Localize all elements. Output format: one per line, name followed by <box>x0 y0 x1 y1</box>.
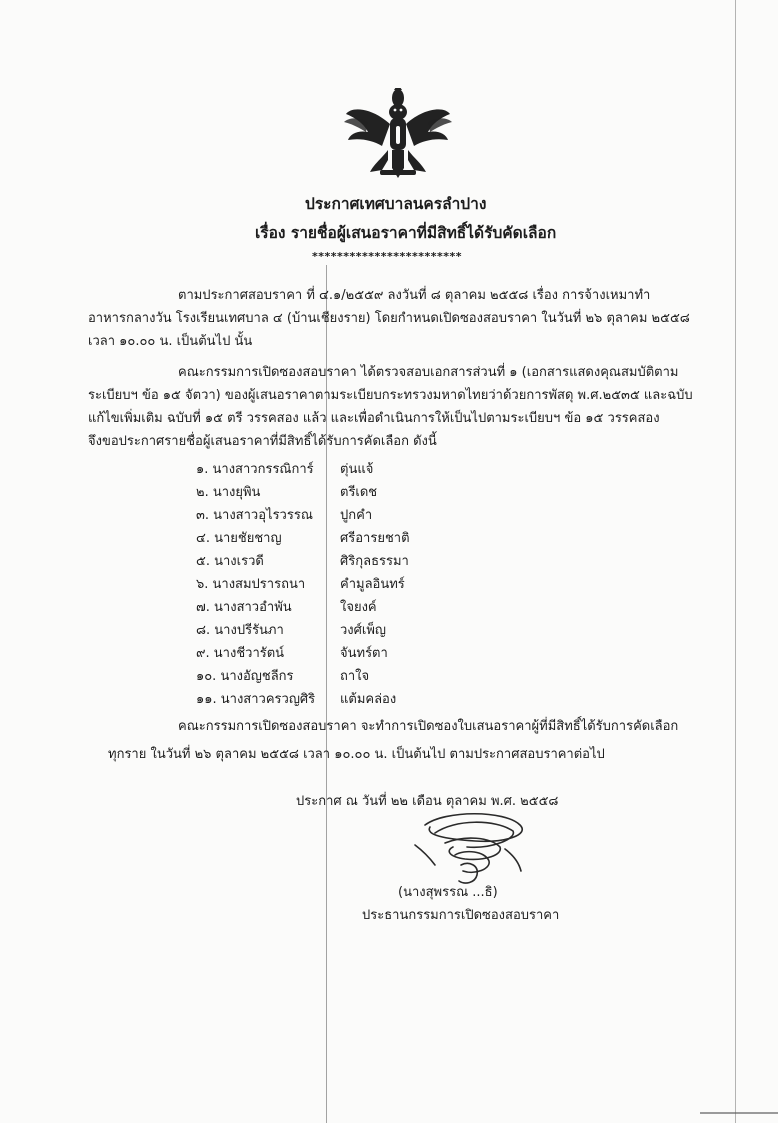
paragraph-2-line-2: ระเบียบฯ ข้อ ๑๕ จัตวา) ของผู้เสนอราคาตามระเบียบกระทรวงมหาดไทยว่าด้วยการพัสดุ พ.ศ.๒๕๓๕ และฉบับ <box>88 388 693 403</box>
paragraph-1-line-2: อาหารกลางวัน โรงเรียนเทศบาล ๔ (บ้านเชียงราย) โดยกำหนดเปิดซองสอบราคา ในวันที่ ๒๖ ตุลาคม ๒๕๕๘ <box>88 311 690 326</box>
scan-line-bottom <box>700 1112 778 1114</box>
list-item-surname: ศรีอารยชาติ <box>340 531 410 546</box>
list-item-name: ๑. นางสาวกรรณิการ์ <box>196 462 314 477</box>
signer-position: ประธานกรรมการเปิดซองสอบราคา <box>362 908 560 923</box>
list-item-name: ๙. นางชีวารัตน์ <box>196 646 285 661</box>
list-item-surname: ปูกคำ <box>340 508 373 523</box>
list-item-surname: ใจยงค์ <box>340 600 377 615</box>
paragraph-2-line-1: คณะกรรมการเปิดซองสอบราคา ได้ตรวจสอบเอกสารส่วนที่ ๑ (เอกสารแสดงคุณสมบัติตาม <box>178 365 679 380</box>
list-item-name: ๔. นายชัยชาญ <box>196 531 282 546</box>
announcement-date: ประกาศ ณ วันที่ ๒๒ เดือน ตุลาคม พ.ศ. ๒๕๕๘ <box>296 794 559 809</box>
list-item-name: ๓. นางสาวอุไรวรรณ <box>196 508 313 523</box>
list-item-name: ๘. นางปรีรันภา <box>196 623 284 638</box>
paragraph-1-line-1: ตามประกาศสอบราคา ที่ ๔.๑/๒๕๕๙ ลงวันที่ ๘ ตุลาคม ๒๕๕๘ เรื่อง การจ้างเหมาทำ <box>178 288 651 303</box>
signature-icon <box>395 805 545 890</box>
list-item-surname: วงศ์เพ็ญ <box>340 623 386 638</box>
list-item-name: ๕. นางเรวดี <box>196 554 264 569</box>
document-title: ประกาศเทศบาลนครลำปาง <box>305 195 487 213</box>
list-item-surname: ตุ่นแจ้ <box>340 462 374 477</box>
list-item-name: ๖. นางสมปรารถนา <box>196 577 306 592</box>
list-item-surname: ถาใจ <box>340 669 370 684</box>
list-item-surname: คำมูลอินทร์ <box>340 577 405 592</box>
list-item-surname: แต้มคล่อง <box>340 692 397 707</box>
document-subject: เรื่อง รายชื่อผู้เสนอราคาที่มีสิทธิ์ได้รับคัดเลือก <box>255 224 557 242</box>
list-item-name: ๑๑. นางสาวครวญศิริ <box>196 692 316 707</box>
list-item-surname: ศิริกุลธรรมา <box>340 554 409 569</box>
paragraph-2-line-4: จึงขอประกาศรายชื่อผู้เสนอราคาที่มีสิทธิ์ได้รับการคัดเลือก ดังนี้ <box>88 434 437 449</box>
paragraph-3-line-2: ทุกราย ในวันที่ ๒๖ ตุลาคม ๒๕๕๘ เวลา ๑๐.๐๐ น. เป็นต้นไป ตามประกาศสอบราคาต่อไป <box>108 747 605 762</box>
garuda-emblem-icon <box>342 88 454 184</box>
list-item-surname: ตรีเดช <box>340 485 378 500</box>
list-item-surname: จันทร์ตา <box>340 646 388 661</box>
paragraph-3-line-1: คณะกรรมการเปิดซองสอบราคา จะทำการเปิดซองใบเสนอราคาผู้ที่มีสิทธิ์ได้รับการคัดเลือก <box>178 719 679 734</box>
paragraph-1-line-3: เวลา ๑๐.๐๐ น. เป็นต้นไป นั้น <box>88 334 253 349</box>
list-item-name: ๗. นางสาวอำพัน <box>196 600 292 615</box>
signer-name: (นางสุพรรณ ...ธิ) <box>398 885 498 900</box>
list-item-name: ๑๐. นางอัญชลีกร <box>196 669 294 684</box>
header-divider-stars: ************************ <box>312 250 463 263</box>
paragraph-2-line-3: แก้ไขเพิ่มเติม ฉบับที่ ๑๕ ตรี วรรคสอง แล้ว และเพื่อดำเนินการให้เป็นไปตามระเบียบฯ ข้อ ๑๕ วรรคสอง <box>88 411 660 426</box>
scan-line-right <box>735 0 736 1123</box>
list-item-name: ๒. นางยุพิน <box>196 485 261 500</box>
